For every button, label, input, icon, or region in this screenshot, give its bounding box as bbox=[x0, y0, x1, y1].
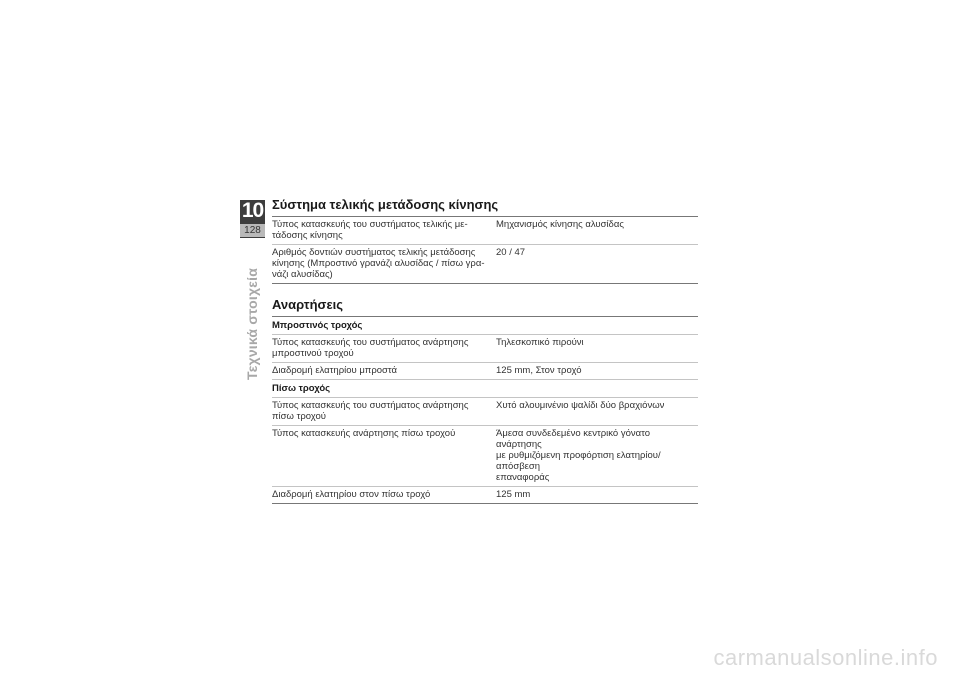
spec-label: Τύπος κατασκευής του συστήματος ανάρτησης μπροστινού τροχού bbox=[272, 335, 496, 363]
table-row bbox=[272, 335, 698, 363]
spec-label: Αριθμός δοντιών συστήματος τελικής μετάδοσης κίνησης (Μπροστινό γρανάζι αλυσίδας / πίσω γρα- νάζι αλυσίδας) bbox=[272, 245, 496, 284]
spec-value: Χυτό αλουμινένιο ψαλίδι δύο βραχιόνων bbox=[496, 398, 698, 426]
table-row bbox=[272, 487, 698, 504]
suspension-table bbox=[272, 317, 698, 504]
table-subheading-row bbox=[272, 380, 698, 398]
table-row bbox=[272, 245, 698, 284]
final-drive-title: Σύστημα τελικής μετάδοσης κίνησης bbox=[272, 196, 698, 217]
spec-value: Άμεσα συνδεδεμένο κεντρικό γόνατο ανάρτησης με ρυθμιζόμενη προφόρτιση ελατηρίου/απόσβεση επαναφοράς bbox=[496, 426, 698, 487]
final-drive-table bbox=[272, 217, 698, 284]
spec-label: Τύπος κατασκευής του συστήματος ανάρτησης πίσω τροχού bbox=[272, 398, 496, 426]
chapter-number: 10 bbox=[241, 199, 264, 222]
suspension-title: Αναρτήσεις bbox=[272, 296, 698, 317]
rear-wheel-heading: Πίσω τροχός bbox=[272, 380, 698, 398]
watermark-text: carmanualsonline.info bbox=[713, 645, 938, 670]
spec-value: Τηλεσκοπικό πιρούνι bbox=[496, 335, 698, 363]
spec-label: Διαδρομή ελατηρίου στον πίσω τροχό bbox=[272, 487, 496, 504]
spec-label: Τύπος κατασκευής ανάρτησης πίσω τροχού bbox=[272, 426, 496, 487]
page-content bbox=[272, 196, 698, 504]
spec-label: Διαδρομή ελατηρίου μπροστά bbox=[272, 363, 496, 380]
spec-value: 20 / 47 bbox=[496, 245, 698, 284]
table-row bbox=[272, 426, 698, 487]
table-row bbox=[272, 217, 698, 245]
spec-value: 125 mm bbox=[496, 487, 698, 504]
spec-value: Μηχανισμός κίνησης αλυσίδας bbox=[496, 217, 698, 245]
table-subheading-row bbox=[272, 317, 698, 335]
spec-value: 125 mm, Στον τροχό bbox=[496, 363, 698, 380]
table-row bbox=[272, 363, 698, 380]
table-row bbox=[272, 398, 698, 426]
chapter-side-label-text: Τεχνικά στοιχεία bbox=[244, 267, 260, 380]
spec-label: Τύπος κατασκευής του συστήματος τελικής με- τάδοσης κίνησης bbox=[272, 217, 496, 245]
page-number: 128 bbox=[240, 224, 265, 237]
front-wheel-heading: Μπροστινός τροχός bbox=[272, 317, 698, 335]
chapter-tab bbox=[240, 200, 265, 238]
